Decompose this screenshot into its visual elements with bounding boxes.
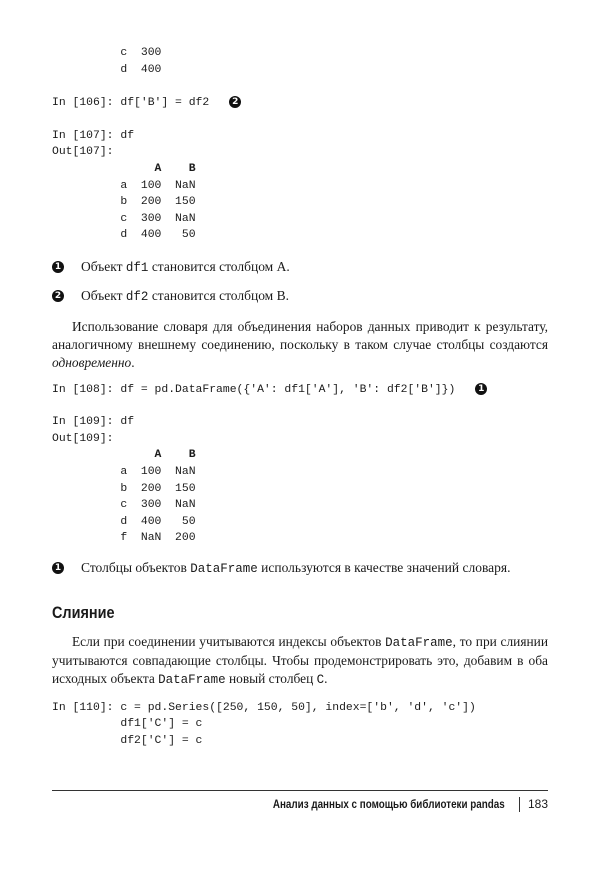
- code-cell-109: [52, 414, 548, 547]
- table-row: c 300 NaN: [52, 499, 196, 512]
- page-number: 183: [527, 797, 548, 811]
- emphasis-text: одновременно: [52, 355, 132, 371]
- callout-marker: 1: [475, 383, 487, 395]
- callout-3: [52, 558, 548, 579]
- callout-1: [52, 257, 548, 278]
- inline-code: df1: [125, 260, 149, 275]
- section-heading: Слияние: [52, 602, 115, 622]
- code-line: Out[107]:: [52, 146, 114, 159]
- code-line: In [110]: c = pd.Series([250, 150, 50], index=['b', 'd', 'c']): [52, 701, 476, 714]
- body-paragraph: [52, 318, 548, 373]
- paragraph-text: .: [131, 355, 135, 371]
- callout-text: Столбцы объектов: [81, 559, 191, 575]
- callout-text: Объект: [81, 287, 126, 303]
- code-line: d 400: [52, 63, 162, 76]
- callout-marker: 1: [52, 562, 64, 574]
- code-cell-108: [52, 382, 548, 399]
- inline-code: df2: [125, 289, 149, 304]
- callout-text: становится столбцом A.: [148, 258, 290, 274]
- callout-text: становится столбцом B.: [148, 287, 289, 303]
- footer-divider: [519, 797, 520, 812]
- code-cell-107: [52, 128, 548, 244]
- code-output-series: [52, 45, 548, 78]
- callout-text: Объект: [81, 258, 126, 274]
- table-row: d 400 50: [52, 515, 196, 528]
- inline-code: DataFrame: [190, 561, 258, 576]
- inline-code: DataFrame: [385, 635, 453, 650]
- paragraph-text: .: [324, 671, 328, 687]
- page-footer: [222, 797, 548, 812]
- table-row: d 400 50: [52, 229, 196, 242]
- paragraph-text: Если при соединении учитываются индексы объектов: [72, 633, 386, 649]
- running-title: Анализ данных с помощью библиотеки pandas: [273, 797, 505, 811]
- table-row: b 200 150: [52, 196, 196, 209]
- callout-marker: 1: [52, 261, 64, 273]
- code-line: In [108]: df = pd.DataFrame({'A': df1['A'], 'B': df2['B']}): [52, 383, 456, 396]
- table-row: a 100 NaN: [52, 179, 196, 192]
- footer-rule: [52, 790, 548, 791]
- code-line: df1['C'] = c: [52, 718, 203, 731]
- table-row: a 100 NaN: [52, 465, 196, 478]
- page-content: [52, 45, 548, 749]
- body-paragraph: [52, 633, 548, 690]
- code-cell-110: [52, 700, 548, 750]
- code-line: c 300: [52, 47, 162, 59]
- paragraph-text: новый столбец: [225, 671, 317, 687]
- callout-marker: 2: [52, 290, 64, 302]
- inline-code: C: [316, 673, 325, 688]
- callout-2: [52, 286, 548, 307]
- code-line: In [109]: df: [52, 416, 135, 429]
- paragraph-text: Использование словаря для объединения наборов данных приводит к результату, аналогичному внешнему соединению, поскольку в таком случае столбцы создаются: [52, 318, 548, 353]
- paragraph-text: , то при слиянии учитываются совпадающие столбцы. Чтобы продемонстрировать это, добавим в оба исходных объекта: [52, 633, 548, 687]
- table-row: f NaN 200: [52, 532, 196, 545]
- table-row: c 300 NaN: [52, 212, 196, 225]
- inline-code: DataFrame: [158, 673, 226, 688]
- code-line: df2['C'] = c: [52, 734, 203, 747]
- table-header: A B: [52, 449, 196, 462]
- code-line: Out[109]:: [52, 432, 114, 445]
- code-line: In [106]: df['B'] = df2: [52, 97, 210, 110]
- table-row: b 200 150: [52, 482, 196, 495]
- callout-marker: 2: [229, 96, 241, 108]
- code-cell-106: [52, 95, 548, 112]
- callout-text: используются в качестве значений словаря.: [257, 559, 511, 575]
- code-line: In [107]: df: [52, 129, 135, 142]
- table-header: A B: [52, 162, 196, 175]
